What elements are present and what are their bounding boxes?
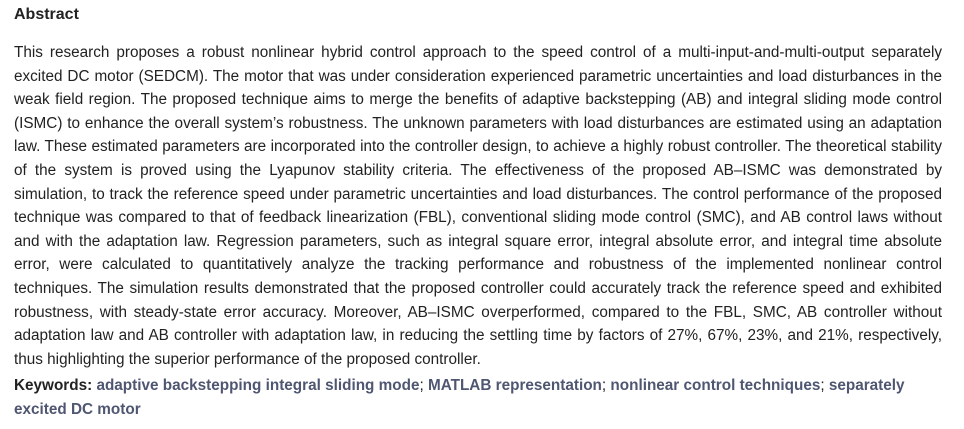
- keywords-label: Keywords:: [14, 377, 93, 395]
- keyword-separator: ;: [820, 377, 825, 395]
- keyword-link-nonlinear-control[interactable]: nonlinear control techniques: [610, 377, 821, 395]
- keyword-separator: ;: [601, 377, 607, 395]
- abstract-body: This research proposes a robust nonlinear hybrid control approach to the speed control of a multi-input-and-multi-output separately excited DC motor (SEDCM). The motor that was under consideration experienced parametric uncertainties and load disturbances in the weak field region. The proposed technique aims to merge the benefits of adaptive backstepping (AB) and integral sliding mode control (ISMC) to enhance the overall system’s robustness. The unknown parameters with load disturbances are estimated using an adaptation law. These estimated parameters are incorporated into the controller design, to achieve a highly robust controller. The theoretical stability of the system is proved using the Lyapunov stability criteria. The effectiveness of the proposed AB–ISMC was demonstrated by simulation, to track the reference speed under parametric uncertainties and load disturbances. The control performance of the proposed technique was compared to that of feedback linearization (FBL), conventional sliding mode control (SMC), and AB control laws without and with the adaptation law. Regression parameters, such as integral square error, integral absolute error, and integral time absolute error, were calculated to quantitatively analyze the tracking performance and robustness of the implemented nonlinear control techniques. The simulation results demonstrated that the proposed controller could accurately track the reference speed and exhibited robustness, with steady-state error accuracy. Moreover, AB–ISMC overperformed, compared to the FBL, SMC, AB controller without adaptation law and AB controller with adaptation law, in reducing the settling time by factors of 27%, 67%, 23%, and 21%, respectively, thus highlighting the superior performance of the proposed controller.: [14, 44, 942, 368]
- keywords-line: [14, 374, 942, 421]
- keyword-separator: ;: [419, 377, 424, 395]
- keyword-link-matlab-representation[interactable]: MATLAB representation: [427, 377, 602, 395]
- keyword-link-separately-excited-dc-motor[interactable]: separately excited DC motor: [14, 377, 905, 418]
- abstract-heading: Abstract: [14, 6, 79, 23]
- keyword-link-adaptive-backstepping[interactable]: adaptive backstepping integral sliding mode: [96, 377, 420, 395]
